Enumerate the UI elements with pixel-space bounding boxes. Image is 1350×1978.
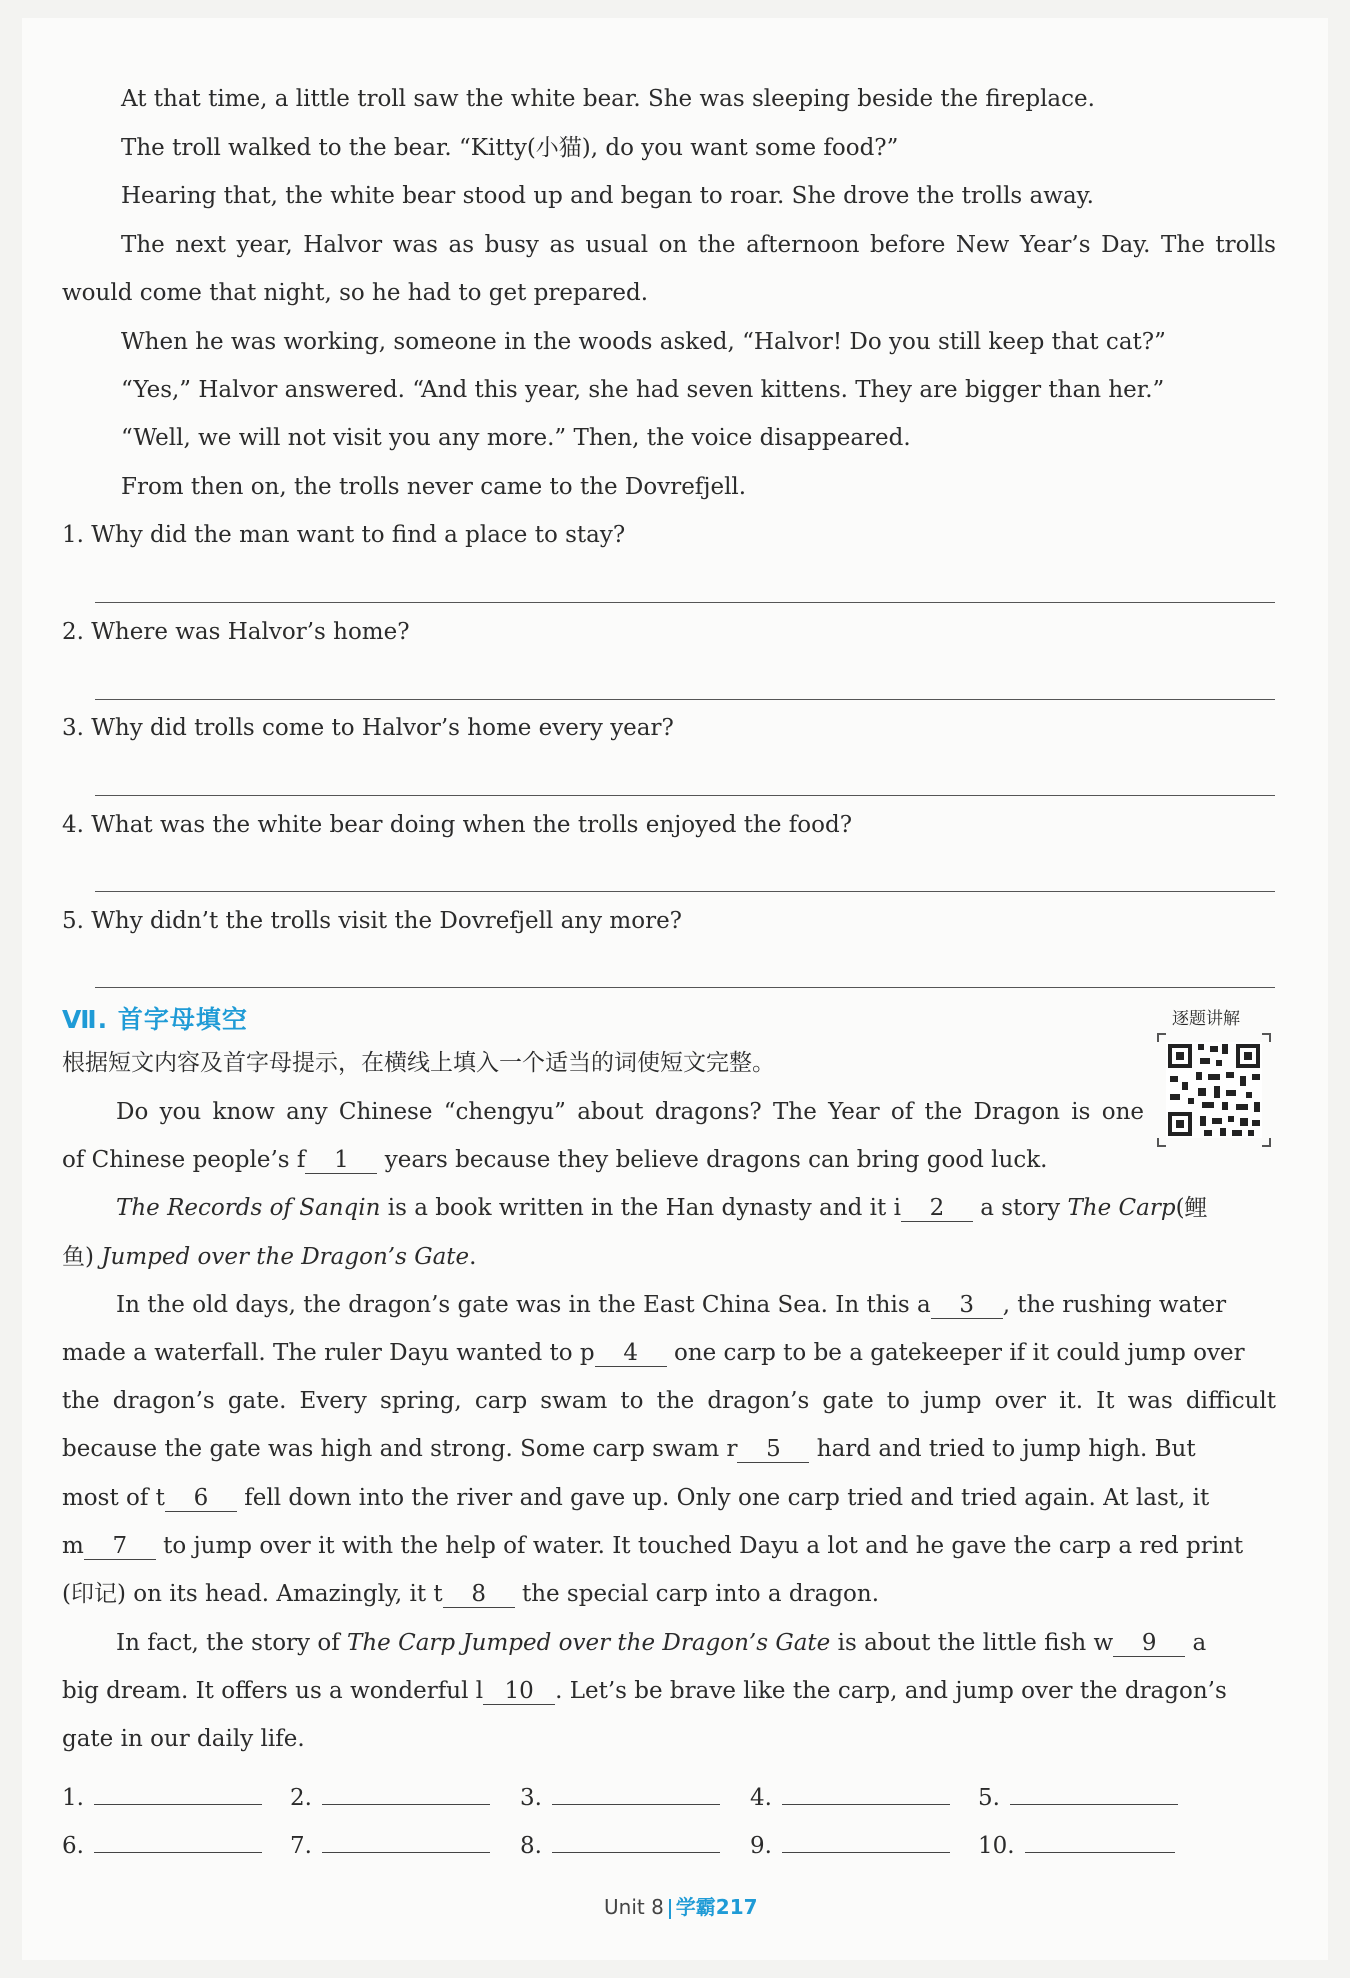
passage-line: gate in our daily life.: [62, 1726, 305, 1752]
story-line: The next year, Halvor was as busy as usual on the afternoon before New Year’s Day. The trolls: [121, 232, 1276, 258]
passage-line: Do you know any Chinese “chengyu” about dragons? The Year of the Dragon is one: [116, 1099, 1144, 1125]
answer-slot[interactable]: 4.: [750, 1782, 950, 1811]
qr-code-icon[interactable]: [1156, 1032, 1272, 1148]
blank-1[interactable]: 1: [305, 1147, 377, 1174]
passage-line: The Records of Sanqin is a book written in the Han dynasty and it i 2 a story The Carp(鲤: [116, 1195, 1208, 1221]
answer-slot[interactable]: 2.: [290, 1782, 490, 1811]
qr-label: 逐题讲解: [1172, 1009, 1240, 1029]
footer-divider: [669, 1899, 671, 1919]
answer-slot[interactable]: 3.: [520, 1782, 720, 1811]
answer-line[interactable]: [95, 891, 1275, 892]
story-line: When he was working, someone in the woods asked, “Halvor! Do you still keep that cat?”: [121, 329, 1166, 355]
passage-line: In the old days, the dragon’s gate was in the East China Sea. In this a 3 , the rushing water: [116, 1292, 1227, 1318]
blank-2[interactable]: 2: [901, 1195, 973, 1222]
blank-6[interactable]: 6: [165, 1485, 237, 1512]
question: 1. Why did the man want to find a place to stay?: [62, 522, 626, 548]
answer-slot[interactable]: 5.: [978, 1782, 1178, 1811]
passage-line: m 7 to jump over it with the help of water. It touched Dayu a lot and he gave the carp a red print: [62, 1533, 1244, 1559]
story-line: At that time, a little troll saw the white bear. She was sleeping beside the fireplace.: [121, 86, 1095, 112]
blank-4[interactable]: 4: [595, 1340, 667, 1367]
story-line: From then on, the trolls never came to the Dovrefjell.: [121, 474, 747, 500]
worksheet-page: [22, 18, 1328, 1960]
instruction: 根据短文内容及首字母提示，在横线上填入一个适当的词使短文完整。: [62, 1050, 775, 1076]
passage-line: most of t 6 fell down into the river and gave up. Only one carp tried and tried again. At last, it: [62, 1485, 1210, 1511]
passage-line: made a waterfall. The ruler Dayu wanted to p 4 one carp to be a gatekeeper if it could jump over: [62, 1340, 1245, 1366]
passage-line: (印记) on its head. Amazingly, it t 8 the special carp into a dragon.: [62, 1581, 880, 1607]
answer-line[interactable]: [95, 987, 1275, 988]
question: 3. Why did trolls come to Halvor’s home every year?: [62, 715, 674, 741]
passage-line: the dragon’s gate. Every spring, carp swam to the dragon’s gate to jump over it. It was difficult: [62, 1388, 1276, 1414]
question: 5. Why didn’t the trolls visit the Dovrefjell any more?: [62, 908, 683, 934]
brand-label: 学霸: [675, 1895, 716, 1919]
story-line: “Yes,” Halvor answered. “And this year, she had seven kittens. They are bigger than her.”: [121, 377, 1165, 403]
answer-slot[interactable]: 8.: [520, 1830, 720, 1859]
answer-slot[interactable]: 1.: [62, 1782, 262, 1811]
question: 2. Where was Halvor’s home?: [62, 619, 410, 645]
page-number: 217: [715, 1895, 758, 1919]
passage-line: of Chinese people’s f 1 years because they believe dragons can bring good luck.: [62, 1147, 1048, 1173]
blank-9[interactable]: 9: [1113, 1630, 1185, 1657]
story-line: “Well, we will not visit you any more.” Then, the voice disappeared.: [121, 425, 911, 451]
passage-line: big dream. It offers us a wonderful l 10 . Let’s be brave like the carp, and jump over the dragon’s: [62, 1678, 1227, 1704]
passage-line: 鱼) Jumped over the Dragon’s Gate.: [62, 1244, 477, 1270]
answer-slot[interactable]: 10.: [978, 1830, 1175, 1859]
answer-slot[interactable]: 9.: [750, 1830, 950, 1859]
page-footer: [604, 1891, 758, 1920]
answer-line[interactable]: [95, 602, 1275, 603]
answer-slot[interactable]: 6.: [62, 1830, 262, 1859]
blank-5[interactable]: 5: [737, 1436, 809, 1463]
blank-3[interactable]: 3: [931, 1292, 1003, 1319]
answer-line[interactable]: [95, 795, 1275, 796]
story-line: would come that night, so he had to get prepared.: [62, 280, 649, 306]
answer-line[interactable]: [95, 699, 1275, 700]
question: 4. What was the white bear doing when the trolls enjoyed the food?: [62, 812, 853, 838]
blank-7[interactable]: 7: [84, 1533, 156, 1560]
passage-line: In fact, the story of The Carp Jumped over the Dragon’s Gate is about the little fish w 9 a: [116, 1630, 1207, 1656]
unit-label: Unit 8: [604, 1895, 664, 1919]
blank-8[interactable]: 8: [443, 1581, 515, 1608]
blank-10[interactable]: 10: [483, 1678, 555, 1705]
answer-slot[interactable]: 7.: [290, 1830, 490, 1859]
passage-line: because the gate was high and strong. Some carp swam r 5 hard and tried to jump high. But: [62, 1436, 1196, 1462]
story-line: The troll walked to the bear. “Kitty(小猫), do you want some food?”: [121, 135, 899, 161]
story-line: Hearing that, the white bear stood up and began to roar. She drove the trolls away.: [121, 183, 1094, 209]
section-title: Ⅶ. 首字母填空: [62, 1005, 248, 1034]
